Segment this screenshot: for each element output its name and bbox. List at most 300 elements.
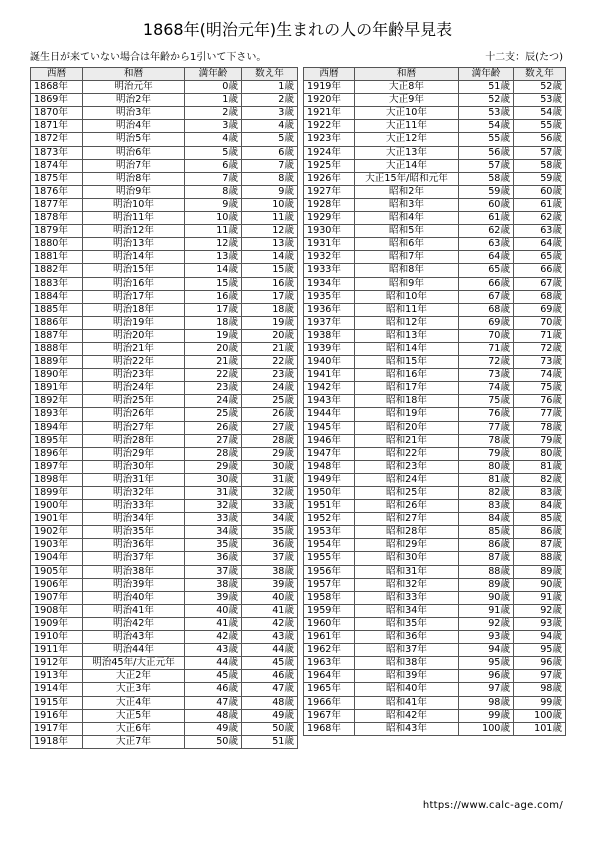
full-age-cell: 75歳 bbox=[459, 395, 514, 408]
table-row bbox=[31, 696, 298, 709]
western-year-cell: 1956年 bbox=[304, 565, 355, 578]
western-year-cell: 1954年 bbox=[304, 539, 355, 552]
japanese-era-cell: 大正13年 bbox=[355, 146, 459, 159]
table-header-row bbox=[304, 68, 566, 81]
western-year-cell: 1877年 bbox=[31, 198, 83, 211]
kazoe-age-cell: 12歳 bbox=[242, 225, 298, 238]
western-year-cell: 1917年 bbox=[31, 722, 83, 735]
kazoe-age-cell: 79歳 bbox=[514, 434, 566, 447]
table-row bbox=[31, 447, 298, 460]
full-age-cell: 34歳 bbox=[185, 526, 242, 539]
kazoe-age-cell: 67歳 bbox=[514, 277, 566, 290]
kazoe-age-cell: 25歳 bbox=[242, 395, 298, 408]
full-age-cell: 17歳 bbox=[185, 303, 242, 316]
table-row bbox=[304, 146, 566, 159]
japanese-era-cell: 昭和20年 bbox=[355, 421, 459, 434]
full-age-cell: 99歳 bbox=[459, 709, 514, 722]
full-age-cell: 5歳 bbox=[185, 146, 242, 159]
kazoe-age-cell: 91歳 bbox=[514, 591, 566, 604]
western-year-cell: 1913年 bbox=[31, 670, 83, 683]
full-age-cell: 92歳 bbox=[459, 617, 514, 630]
table-row bbox=[304, 251, 566, 264]
japanese-era-cell: 昭和11年 bbox=[355, 303, 459, 316]
japanese-era-cell: 昭和19年 bbox=[355, 408, 459, 421]
western-year-cell: 1893年 bbox=[31, 408, 83, 421]
western-year-cell: 1887年 bbox=[31, 329, 83, 342]
kazoe-age-cell: 23歳 bbox=[242, 369, 298, 382]
western-year-cell: 1885年 bbox=[31, 303, 83, 316]
japanese-era-cell: 明治42年 bbox=[83, 617, 185, 630]
full-age-cell: 3歳 bbox=[185, 120, 242, 133]
table-row bbox=[304, 500, 566, 513]
western-year-cell: 1935年 bbox=[304, 290, 355, 303]
table-row bbox=[304, 107, 566, 120]
western-year-cell: 1937年 bbox=[304, 316, 355, 329]
japanese-era-cell: 明治31年 bbox=[83, 473, 185, 486]
japanese-era-cell: 大正4年 bbox=[83, 696, 185, 709]
full-age-cell: 42歳 bbox=[185, 631, 242, 644]
table-row bbox=[304, 94, 566, 107]
full-age-cell: 49歳 bbox=[185, 722, 242, 735]
western-year-cell: 1919年 bbox=[304, 81, 355, 94]
western-year-cell: 1874年 bbox=[31, 159, 83, 172]
full-age-cell: 59歳 bbox=[459, 185, 514, 198]
full-age-cell: 19歳 bbox=[185, 329, 242, 342]
full-age-cell: 29歳 bbox=[185, 460, 242, 473]
table-row bbox=[31, 552, 298, 565]
table-row bbox=[31, 539, 298, 552]
table-row bbox=[31, 303, 298, 316]
table-row bbox=[31, 212, 298, 225]
western-year-cell: 1926年 bbox=[304, 172, 355, 185]
japanese-era-cell: 明治39年 bbox=[83, 578, 185, 591]
kazoe-age-cell: 36歳 bbox=[242, 539, 298, 552]
japanese-era-cell: 大正10年 bbox=[355, 107, 459, 120]
full-age-cell: 43歳 bbox=[185, 644, 242, 657]
japanese-era-cell: 明治24年 bbox=[83, 382, 185, 395]
japanese-era-cell: 明治34年 bbox=[83, 513, 185, 526]
kazoe-age-cell: 80歳 bbox=[514, 447, 566, 460]
full-age-cell: 45歳 bbox=[185, 670, 242, 683]
kazoe-age-cell: 90歳 bbox=[514, 578, 566, 591]
kazoe-age-cell: 24歳 bbox=[242, 382, 298, 395]
japanese-era-cell: 明治4年 bbox=[83, 120, 185, 133]
japanese-era-cell: 明治5年 bbox=[83, 133, 185, 146]
japanese-era-cell: 昭和39年 bbox=[355, 670, 459, 683]
full-age-cell: 0歳 bbox=[185, 81, 242, 94]
japanese-era-cell: 昭和27年 bbox=[355, 513, 459, 526]
kazoe-age-cell: 9歳 bbox=[242, 185, 298, 198]
full-age-cell: 82歳 bbox=[459, 487, 514, 500]
japanese-era-cell: 昭和42年 bbox=[355, 709, 459, 722]
full-age-cell: 25歳 bbox=[185, 408, 242, 421]
western-year-cell: 1943年 bbox=[304, 395, 355, 408]
full-age-cell: 51歳 bbox=[459, 81, 514, 94]
western-year-cell: 1875年 bbox=[31, 172, 83, 185]
full-age-cell: 40歳 bbox=[185, 604, 242, 617]
japanese-era-cell: 昭和34年 bbox=[355, 604, 459, 617]
full-age-cell: 72歳 bbox=[459, 356, 514, 369]
western-year-cell: 1892年 bbox=[31, 395, 83, 408]
table-row bbox=[304, 329, 566, 342]
table-row bbox=[304, 683, 566, 696]
kazoe-age-cell: 95歳 bbox=[514, 644, 566, 657]
table-row bbox=[31, 735, 298, 748]
kazoe-age-cell: 54歳 bbox=[514, 107, 566, 120]
japanese-era-cell: 明治40年 bbox=[83, 591, 185, 604]
western-year-cell: 1883年 bbox=[31, 277, 83, 290]
table-row bbox=[304, 696, 566, 709]
western-year-cell: 1870年 bbox=[31, 107, 83, 120]
kazoe-age-cell: 97歳 bbox=[514, 670, 566, 683]
full-age-cell: 83歳 bbox=[459, 500, 514, 513]
kazoe-age-cell: 29歳 bbox=[242, 447, 298, 460]
zodiac-label: 十二支：辰(たつ) bbox=[485, 52, 563, 63]
japanese-era-cell: 明治32年 bbox=[83, 487, 185, 500]
full-age-cell: 36歳 bbox=[185, 552, 242, 565]
table-body-left bbox=[31, 81, 298, 749]
western-year-cell: 1898年 bbox=[31, 473, 83, 486]
table-row bbox=[31, 316, 298, 329]
full-age-cell: 67歳 bbox=[459, 290, 514, 303]
table-row bbox=[304, 591, 566, 604]
kazoe-age-cell: 46歳 bbox=[242, 670, 298, 683]
full-age-cell: 84歳 bbox=[459, 513, 514, 526]
western-year-cell: 1908年 bbox=[31, 604, 83, 617]
kazoe-age-cell: 8歳 bbox=[242, 172, 298, 185]
kazoe-age-cell: 68歳 bbox=[514, 290, 566, 303]
full-age-cell: 79歳 bbox=[459, 447, 514, 460]
western-year-cell: 1950年 bbox=[304, 487, 355, 500]
table-row bbox=[304, 369, 566, 382]
table-row bbox=[304, 303, 566, 316]
table-row bbox=[31, 395, 298, 408]
table-row bbox=[31, 382, 298, 395]
kazoe-age-cell: 28歳 bbox=[242, 434, 298, 447]
japanese-era-cell: 昭和17年 bbox=[355, 382, 459, 395]
western-year-cell: 1957年 bbox=[304, 578, 355, 591]
kazoe-age-cell: 85歳 bbox=[514, 513, 566, 526]
table-row bbox=[304, 539, 566, 552]
kazoe-age-cell: 92歳 bbox=[514, 604, 566, 617]
kazoe-age-cell: 14歳 bbox=[242, 251, 298, 264]
japanese-era-cell: 昭和12年 bbox=[355, 316, 459, 329]
full-age-cell: 74歳 bbox=[459, 382, 514, 395]
kazoe-age-cell: 64歳 bbox=[514, 238, 566, 251]
kazoe-age-cell: 50歳 bbox=[242, 722, 298, 735]
kazoe-age-cell: 94歳 bbox=[514, 631, 566, 644]
table-row bbox=[304, 631, 566, 644]
kazoe-age-cell: 73歳 bbox=[514, 356, 566, 369]
japanese-era-cell: 明治9年 bbox=[83, 185, 185, 198]
table-row bbox=[31, 198, 298, 211]
western-year-cell: 1902年 bbox=[31, 526, 83, 539]
kazoe-age-cell: 101歳 bbox=[514, 722, 566, 735]
full-age-cell: 100歳 bbox=[459, 722, 514, 735]
full-age-cell: 98歳 bbox=[459, 696, 514, 709]
table-row bbox=[304, 408, 566, 421]
kazoe-age-cell: 4歳 bbox=[242, 120, 298, 133]
full-age-cell: 21歳 bbox=[185, 356, 242, 369]
japanese-era-cell: 昭和38年 bbox=[355, 657, 459, 670]
western-year-cell: 1946年 bbox=[304, 434, 355, 447]
full-age-cell: 4歳 bbox=[185, 133, 242, 146]
western-year-cell: 1889年 bbox=[31, 356, 83, 369]
kazoe-age-cell: 5歳 bbox=[242, 133, 298, 146]
japanese-era-cell: 明治27年 bbox=[83, 421, 185, 434]
full-age-cell: 10歳 bbox=[185, 212, 242, 225]
full-age-cell: 62歳 bbox=[459, 225, 514, 238]
japanese-era-cell: 昭和10年 bbox=[355, 290, 459, 303]
japanese-era-cell: 明治18年 bbox=[83, 303, 185, 316]
full-age-cell: 52歳 bbox=[459, 94, 514, 107]
japanese-era-cell: 明治12年 bbox=[83, 225, 185, 238]
header-full-age: 満年齢 bbox=[185, 68, 242, 81]
full-age-cell: 60歳 bbox=[459, 198, 514, 211]
japanese-era-cell: 大正5年 bbox=[83, 709, 185, 722]
western-year-cell: 1923年 bbox=[304, 133, 355, 146]
table-row bbox=[304, 473, 566, 486]
table-row bbox=[31, 107, 298, 120]
japanese-era-cell: 昭和3年 bbox=[355, 198, 459, 211]
kazoe-age-cell: 38歳 bbox=[242, 565, 298, 578]
full-age-cell: 30歳 bbox=[185, 473, 242, 486]
kazoe-age-cell: 26歳 bbox=[242, 408, 298, 421]
table-row bbox=[304, 225, 566, 238]
western-year-cell: 1963年 bbox=[304, 657, 355, 670]
kazoe-age-cell: 32歳 bbox=[242, 487, 298, 500]
table-row bbox=[31, 408, 298, 421]
japanese-era-cell: 明治7年 bbox=[83, 159, 185, 172]
japanese-era-cell: 明治35年 bbox=[83, 526, 185, 539]
western-year-cell: 1947年 bbox=[304, 447, 355, 460]
japanese-era-cell: 明治36年 bbox=[83, 539, 185, 552]
kazoe-age-cell: 100歳 bbox=[514, 709, 566, 722]
japanese-era-cell: 明治37年 bbox=[83, 552, 185, 565]
table-row bbox=[31, 513, 298, 526]
japanese-era-cell: 明治14年 bbox=[83, 251, 185, 264]
kazoe-age-cell: 88歳 bbox=[514, 552, 566, 565]
full-age-cell: 38歳 bbox=[185, 578, 242, 591]
kazoe-age-cell: 11歳 bbox=[242, 212, 298, 225]
full-age-cell: 57歳 bbox=[459, 159, 514, 172]
table-row bbox=[31, 657, 298, 670]
western-year-cell: 1906年 bbox=[31, 578, 83, 591]
japanese-era-cell: 大正6年 bbox=[83, 722, 185, 735]
table-row bbox=[304, 644, 566, 657]
full-age-cell: 8歳 bbox=[185, 185, 242, 198]
kazoe-age-cell: 41歳 bbox=[242, 604, 298, 617]
table-row bbox=[31, 670, 298, 683]
table-row bbox=[31, 722, 298, 735]
western-year-cell: 1878年 bbox=[31, 212, 83, 225]
western-year-cell: 1922年 bbox=[304, 120, 355, 133]
kazoe-age-cell: 99歳 bbox=[514, 696, 566, 709]
japanese-era-cell: 明治26年 bbox=[83, 408, 185, 421]
table-row bbox=[31, 290, 298, 303]
western-year-cell: 1888年 bbox=[31, 342, 83, 355]
table-row bbox=[31, 487, 298, 500]
footer-url[interactable]: https://www.calc-age.com/ bbox=[422, 800, 563, 811]
japanese-era-cell: 昭和8年 bbox=[355, 264, 459, 277]
full-age-cell: 87歳 bbox=[459, 552, 514, 565]
table-row bbox=[304, 212, 566, 225]
japanese-era-cell: 昭和36年 bbox=[355, 631, 459, 644]
japanese-era-cell: 昭和24年 bbox=[355, 473, 459, 486]
table-row bbox=[31, 683, 298, 696]
kazoe-age-cell: 39歳 bbox=[242, 578, 298, 591]
full-age-cell: 6歳 bbox=[185, 159, 242, 172]
table-row bbox=[31, 238, 298, 251]
japanese-era-cell: 昭和28年 bbox=[355, 526, 459, 539]
kazoe-age-cell: 70歳 bbox=[514, 316, 566, 329]
japanese-era-cell: 昭和32年 bbox=[355, 578, 459, 591]
japanese-era-cell: 明治元年 bbox=[83, 81, 185, 94]
full-age-cell: 56歳 bbox=[459, 146, 514, 159]
table-row bbox=[304, 120, 566, 133]
table-row bbox=[31, 120, 298, 133]
kazoe-age-cell: 33歳 bbox=[242, 500, 298, 513]
western-year-cell: 1953年 bbox=[304, 526, 355, 539]
western-year-cell: 1940年 bbox=[304, 356, 355, 369]
western-year-cell: 1891年 bbox=[31, 382, 83, 395]
western-year-cell: 1962年 bbox=[304, 644, 355, 657]
kazoe-age-cell: 83歳 bbox=[514, 487, 566, 500]
japanese-era-cell: 明治21年 bbox=[83, 342, 185, 355]
japanese-era-cell: 大正9年 bbox=[355, 94, 459, 107]
western-year-cell: 1907年 bbox=[31, 591, 83, 604]
table-row bbox=[304, 421, 566, 434]
full-age-cell: 44歳 bbox=[185, 657, 242, 670]
japanese-era-cell: 昭和29年 bbox=[355, 539, 459, 552]
kazoe-age-cell: 1歳 bbox=[242, 81, 298, 94]
japanese-era-cell: 昭和22年 bbox=[355, 447, 459, 460]
japanese-era-cell: 明治15年 bbox=[83, 264, 185, 277]
kazoe-age-cell: 20歳 bbox=[242, 329, 298, 342]
full-age-cell: 22歳 bbox=[185, 369, 242, 382]
table-row bbox=[31, 578, 298, 591]
table-row bbox=[31, 617, 298, 630]
full-age-cell: 23歳 bbox=[185, 382, 242, 395]
kazoe-age-cell: 69歳 bbox=[514, 303, 566, 316]
japanese-era-cell: 昭和21年 bbox=[355, 434, 459, 447]
kazoe-age-cell: 72歳 bbox=[514, 342, 566, 355]
japanese-era-cell: 明治30年 bbox=[83, 460, 185, 473]
kazoe-age-cell: 56歳 bbox=[514, 133, 566, 146]
kazoe-age-cell: 55歳 bbox=[514, 120, 566, 133]
kazoe-age-cell: 18歳 bbox=[242, 303, 298, 316]
japanese-era-cell: 明治16年 bbox=[83, 277, 185, 290]
western-year-cell: 1952年 bbox=[304, 513, 355, 526]
table-row bbox=[304, 526, 566, 539]
japanese-era-cell: 明治19年 bbox=[83, 316, 185, 329]
kazoe-age-cell: 62歳 bbox=[514, 212, 566, 225]
kazoe-age-cell: 35歳 bbox=[242, 526, 298, 539]
header-japanese-era: 和暦 bbox=[83, 68, 185, 81]
full-age-cell: 11歳 bbox=[185, 225, 242, 238]
table-row bbox=[304, 578, 566, 591]
table-row bbox=[31, 172, 298, 185]
japanese-era-cell: 昭和23年 bbox=[355, 460, 459, 473]
full-age-cell: 76歳 bbox=[459, 408, 514, 421]
table-row bbox=[304, 709, 566, 722]
kazoe-age-cell: 45歳 bbox=[242, 657, 298, 670]
full-age-cell: 69歳 bbox=[459, 316, 514, 329]
western-year-cell: 1924年 bbox=[304, 146, 355, 159]
full-age-cell: 55歳 bbox=[459, 133, 514, 146]
table-row bbox=[304, 342, 566, 355]
kazoe-age-cell: 34歳 bbox=[242, 513, 298, 526]
western-year-cell: 1933年 bbox=[304, 264, 355, 277]
western-year-cell: 1965年 bbox=[304, 683, 355, 696]
western-year-cell: 1939年 bbox=[304, 342, 355, 355]
japanese-era-cell: 昭和41年 bbox=[355, 696, 459, 709]
japanese-era-cell: 明治13年 bbox=[83, 238, 185, 251]
japanese-era-cell: 昭和30年 bbox=[355, 552, 459, 565]
kazoe-age-cell: 27歳 bbox=[242, 421, 298, 434]
full-age-cell: 95歳 bbox=[459, 657, 514, 670]
birthday-note: 誕生日が来ていない場合は年齢から1引いて下さい。 bbox=[30, 52, 267, 63]
western-year-cell: 1894年 bbox=[31, 421, 83, 434]
table-row bbox=[31, 329, 298, 342]
japanese-era-cell: 大正14年 bbox=[355, 159, 459, 172]
western-year-cell: 1966年 bbox=[304, 696, 355, 709]
table-row bbox=[31, 526, 298, 539]
full-age-cell: 54歳 bbox=[459, 120, 514, 133]
western-year-cell: 1869年 bbox=[31, 94, 83, 107]
table-row bbox=[304, 395, 566, 408]
japanese-era-cell: 明治43年 bbox=[83, 631, 185, 644]
japanese-era-cell: 大正2年 bbox=[83, 670, 185, 683]
japanese-era-cell: 明治38年 bbox=[83, 565, 185, 578]
table-row bbox=[304, 487, 566, 500]
western-year-cell: 1920年 bbox=[304, 94, 355, 107]
japanese-era-cell: 明治44年 bbox=[83, 644, 185, 657]
kazoe-age-cell: 98歳 bbox=[514, 683, 566, 696]
japanese-era-cell: 明治8年 bbox=[83, 172, 185, 185]
western-year-cell: 1964年 bbox=[304, 670, 355, 683]
western-year-cell: 1916年 bbox=[31, 709, 83, 722]
full-age-cell: 73歳 bbox=[459, 369, 514, 382]
western-year-cell: 1899年 bbox=[31, 487, 83, 500]
kazoe-age-cell: 87歳 bbox=[514, 539, 566, 552]
western-year-cell: 1882年 bbox=[31, 264, 83, 277]
western-year-cell: 1905年 bbox=[31, 565, 83, 578]
full-age-cell: 37歳 bbox=[185, 565, 242, 578]
kazoe-age-cell: 40歳 bbox=[242, 591, 298, 604]
table-row bbox=[31, 81, 298, 94]
japanese-era-cell: 昭和37年 bbox=[355, 644, 459, 657]
kazoe-age-cell: 84歳 bbox=[514, 500, 566, 513]
table-row bbox=[31, 604, 298, 617]
full-age-cell: 63歳 bbox=[459, 238, 514, 251]
table-body-right bbox=[304, 81, 566, 736]
japanese-era-cell: 昭和25年 bbox=[355, 487, 459, 500]
japanese-era-cell: 明治45年/大正元年 bbox=[83, 657, 185, 670]
full-age-cell: 93歳 bbox=[459, 631, 514, 644]
western-year-cell: 1901年 bbox=[31, 513, 83, 526]
kazoe-age-cell: 48歳 bbox=[242, 696, 298, 709]
japanese-era-cell: 昭和18年 bbox=[355, 395, 459, 408]
kazoe-age-cell: 15歳 bbox=[242, 264, 298, 277]
kazoe-age-cell: 71歳 bbox=[514, 329, 566, 342]
japanese-era-cell: 昭和43年 bbox=[355, 722, 459, 735]
full-age-cell: 91歳 bbox=[459, 604, 514, 617]
full-age-cell: 26歳 bbox=[185, 421, 242, 434]
table-row bbox=[31, 369, 298, 382]
full-age-cell: 88歳 bbox=[459, 565, 514, 578]
western-year-cell: 1948年 bbox=[304, 460, 355, 473]
